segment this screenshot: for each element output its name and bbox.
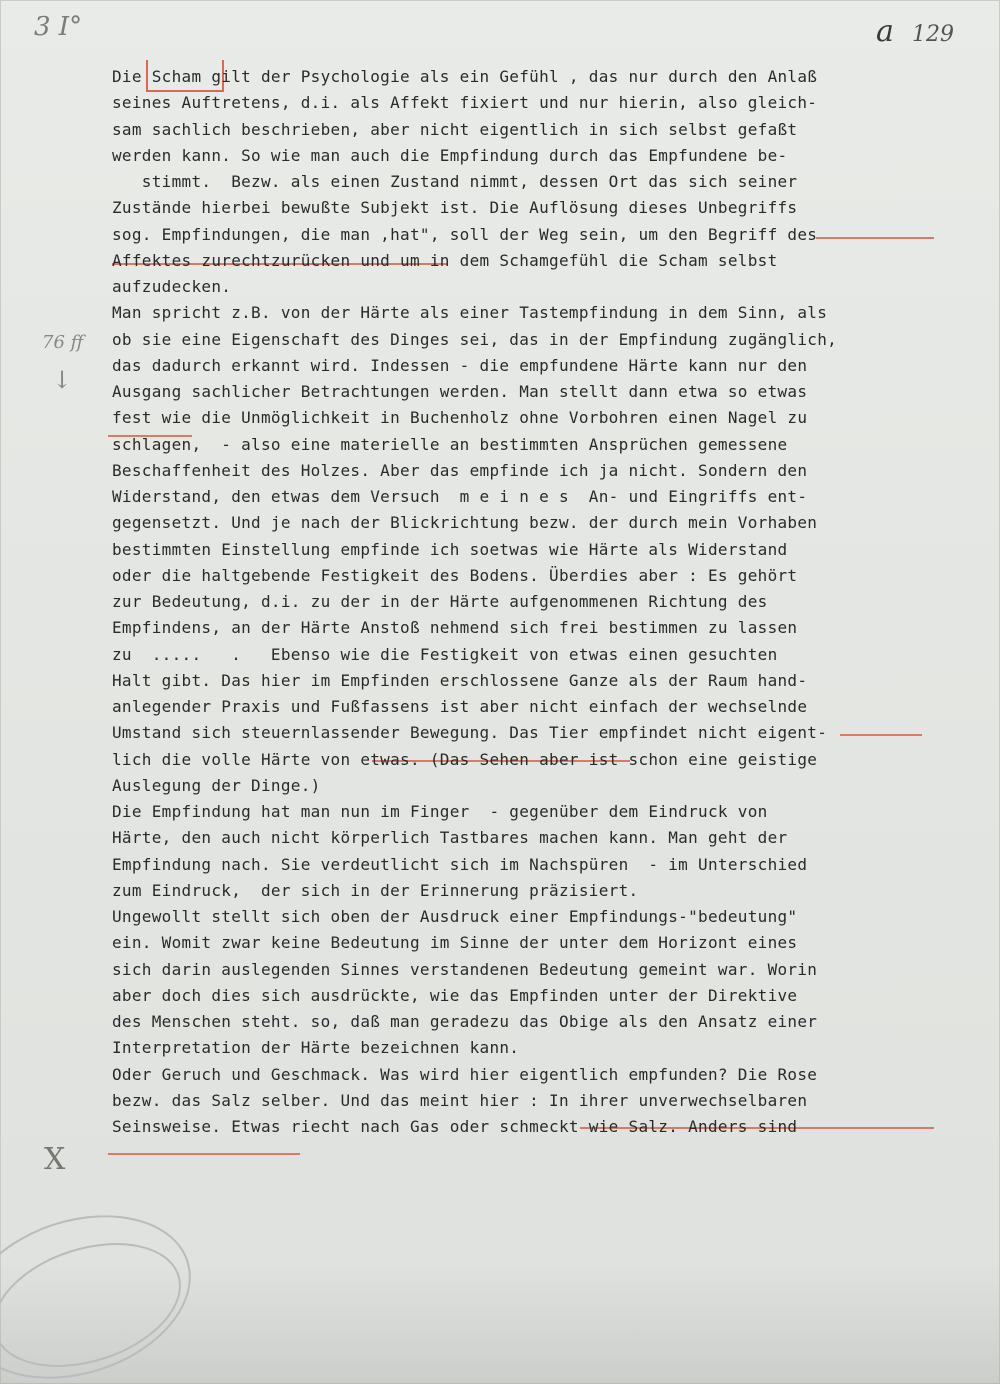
margin-arrow-icon: ↓	[52, 366, 73, 394]
text-line: Die Scham gilt der Psychologie als ein Gefühl , das nur durch den Anlaß	[112, 67, 818, 86]
text-line: zu ..... . Ebenso wie die Festigkeit von etwas einen gesuchten	[112, 644, 778, 664]
text-line: Auslegung der Dinge.)	[112, 775, 321, 795]
text-line: aber doch dies sich ausdrückte, wie das Empfinden unter der Direktive	[112, 985, 798, 1005]
margin-note: 76 ff	[42, 332, 84, 353]
text-line: Die Empfindung hat man nun im Finger - gegenüber dem Eindruck von	[112, 802, 768, 821]
text-line: Zustände hierbei bewußte Subjekt ist. Die Auflösung dieses Unbegriffs	[112, 198, 798, 218]
page-number: 129	[912, 22, 954, 47]
typewritten-text-body	[112, 64, 972, 1140]
text-line: das dadurch erkannt wird. Indessen - die empfundene Härte kann nur den	[112, 355, 808, 375]
text-line: ein. Womit zwar keine Bedeutung im Sinne der unter dem Horizont eines	[112, 933, 798, 953]
margin-cross-mark: X	[44, 1142, 66, 1177]
text-line: Seinsweise. Etwas riecht nach Gas oder schmeckt wie Salz. Anders sind	[112, 1117, 798, 1136]
text-line: Ungewollt stellt sich oben der Ausdruck einer Empfindungs-"bedeutung"	[112, 907, 798, 926]
text-line: bezw. das Salz selber. Und das meint hier : In ihrer unverwechselbaren	[112, 1090, 808, 1110]
text-line: sam sachlich beschrieben, aber nicht eigentlich in sich selbst gefaßt	[112, 119, 798, 139]
text-line: Empfindung nach. Sie verdeutlicht sich im Nachspüren - im Unterschied	[112, 854, 808, 874]
text-line: oder die haltgebende Festigkeit des Bodens. Überdies aber : Es gehört	[112, 565, 798, 585]
text-line: Halt gibt. Das hier im Empfinden erschlossene Ganze als der Raum hand-	[112, 670, 808, 690]
red-underline	[108, 1153, 300, 1155]
text-line: Ausgang sachlicher Betrachtungen werden. Man stellt dann etwa so etwas	[112, 382, 808, 401]
handwritten-alpha-mark: a	[876, 14, 894, 49]
text-line: Interpretation der Härte bezeichnen kann.	[112, 1038, 520, 1058]
text-line: lich die volle Härte von etwas. (Das Sehen aber ist schon eine geistige	[112, 749, 818, 769]
text-line: schlagen, - also eine materielle an bestimmten Ansprüchen gemessene	[112, 434, 788, 454]
text-line: Umstand sich steuernlassender Bewegung. Das Tier empfindet nicht eigent-	[112, 723, 828, 743]
text-line: Affektes zurechtzurücken und um in dem Schamgefühl die Scham selbst	[112, 250, 778, 270]
text-line: seines Auftretens, d.i. als Affekt fixiert und nur hierin, also gleich-	[112, 93, 818, 113]
text-line: gegensetzt. Und je nach der Blickrichtung bezw. der durch mein Vorhaben	[112, 513, 818, 533]
text-line: Empfindens, an der Härte Anstoß nehmend sich frei bestimmen zu lassen	[112, 618, 798, 638]
text-line: Widerstand, den etwas dem Versuch m e i n e s An- und Eingriffs ent-	[112, 487, 808, 506]
text-line: anlegender Praxis und Fußfassens ist aber nicht einfach der wechselnde	[112, 697, 808, 716]
text-line: stimmt. Bezw. als einen Zustand nimmt, dessen Ort das sich seiner	[112, 172, 798, 191]
text-line: werden kann. So wie man auch die Empfindung durch das Empfundene be-	[112, 145, 788, 165]
text-line: sog. Empfindungen, die man ,hat", soll der Weg sein, um den Begriff des	[112, 224, 818, 244]
text-line: zur Bedeutung, d.i. zu der in der Härte aufgenommenen Richtung des	[112, 592, 768, 611]
text-line: aufzudecken.	[112, 277, 232, 296]
text-line: sich darin auslegenden Sinnes verstandenen Bedeutung gemeint war. Worin	[112, 959, 818, 979]
text-line: Härte, den auch nicht körperlich Tastbares machen kann. Man geht der	[112, 828, 788, 848]
text-line: fest wie die Unmöglichkeit in Buchenholz ohne Vorbohren einen Nagel zu	[112, 408, 808, 428]
text-line: zum Eindruck, der sich in der Erinnerung präzisiert.	[112, 880, 639, 900]
text-line: Beschaffenheit des Holzes. Aber das empfinde ich ja nicht. Sondern den	[112, 460, 808, 480]
text-line: Man spricht z.B. von der Härte als einer Tastempfindung in dem Sinn, als	[112, 303, 828, 323]
text-line: des Menschen steht. so, daß man geradezu das Obige als den Ansatz einer	[112, 1012, 818, 1031]
archive-corner-note: 3 I°	[34, 12, 83, 42]
text-line: bestimmten Einstellung empfinde ich soetwas wie Härte als Widerstand	[112, 539, 788, 559]
text-line: ob sie eine Eigenschaft des Dinges sei, das in der Empfindung zugänglich,	[112, 329, 838, 349]
text-line: Oder Geruch und Geschmack. Was wird hier eigentlich empfunden? Die Rose	[112, 1064, 818, 1084]
